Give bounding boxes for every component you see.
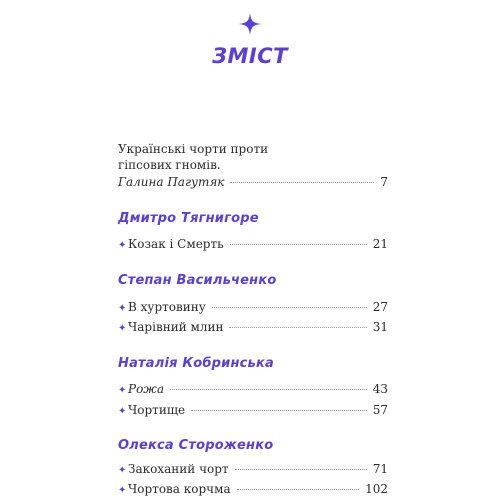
section-author: Степан Васильченко <box>118 273 277 288</box>
dot-leader <box>191 410 367 411</box>
dot-leader <box>230 182 374 183</box>
star-bullet-icon: ✦ <box>118 465 127 476</box>
star-bullet-icon: ✦ <box>118 323 127 334</box>
page-number: 71 <box>372 462 388 476</box>
star-bullet-icon: ✦ <box>118 385 127 396</box>
page-number: 102 <box>365 482 388 496</box>
star-bullet-icon: ✦ <box>118 406 127 417</box>
page-number: 21 <box>372 237 388 251</box>
entry-author: Галина Пагутяк <box>118 175 225 189</box>
toc-entry[interactable] <box>118 300 388 316</box>
page-number: 31 <box>372 320 388 334</box>
entry-title: Чарівний млин <box>128 320 224 334</box>
star-bullet-icon: ✦ <box>118 303 127 314</box>
toc-entry[interactable] <box>118 175 388 191</box>
toc-entry[interactable] <box>118 320 388 336</box>
section-author: Олекса Стороженко <box>118 438 274 453</box>
star-bullet-icon: ✦ <box>118 240 127 251</box>
entry-title: Чортова корчма <box>128 482 231 496</box>
section-author: Дмитро Тягнигоре <box>118 211 259 226</box>
dot-leader <box>235 469 367 470</box>
toc-entry[interactable] <box>118 482 388 498</box>
dot-leader <box>237 489 359 490</box>
section-author: Наталія Кобринська <box>118 356 274 371</box>
page-number: 27 <box>372 300 388 314</box>
entry-title: Рожа <box>128 382 165 396</box>
toc-entry[interactable] <box>118 462 388 478</box>
dot-leader <box>170 389 367 390</box>
intro-entry-title <box>118 141 388 173</box>
intro-title-line-1: Українські чорти проти <box>118 142 269 156</box>
dot-leader <box>230 244 367 245</box>
toc-entry[interactable] <box>118 237 388 253</box>
page-number: 7 <box>380 175 388 189</box>
entry-title: Козак і Смерть <box>128 237 224 251</box>
star-bullet-icon: ✦ <box>118 485 127 496</box>
entry-title: Закоханий чорт <box>128 462 229 476</box>
entry-title: Чортище <box>128 403 186 417</box>
four-point-star-icon <box>239 13 261 35</box>
toc-entry[interactable] <box>118 382 388 398</box>
entry-title: В хуртовину <box>128 300 206 314</box>
dot-leader <box>212 307 367 308</box>
page-number: 43 <box>372 382 388 396</box>
dot-leader <box>229 327 366 328</box>
intro-title-line-2: гіпсових гномів. <box>118 158 221 172</box>
page-number: 57 <box>372 403 388 417</box>
page-title: ЗМІСТ <box>212 44 288 68</box>
toc-entry[interactable] <box>118 403 388 419</box>
